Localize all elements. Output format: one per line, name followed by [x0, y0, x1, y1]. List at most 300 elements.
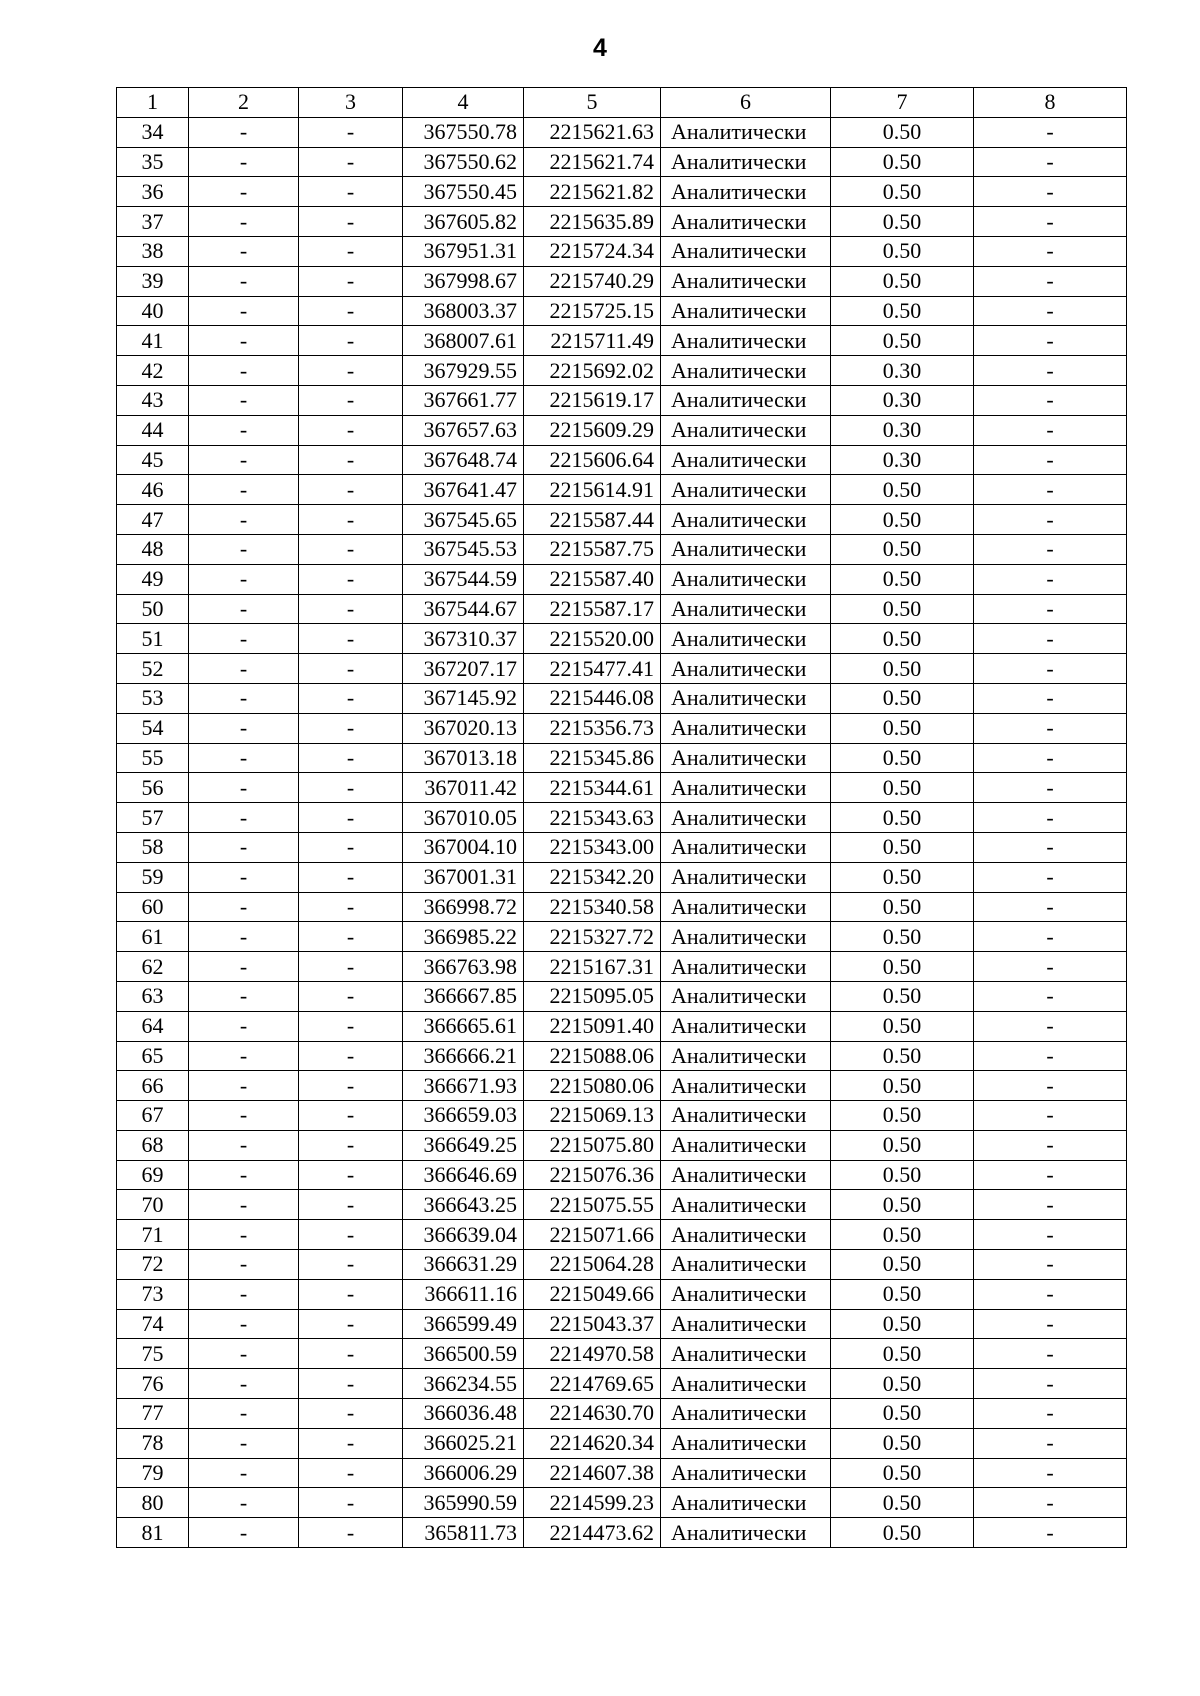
col-2-value: -: [189, 1518, 299, 1548]
col-2-value: -: [189, 832, 299, 862]
col-8-value: -: [974, 922, 1127, 952]
table-row: [117, 475, 1127, 505]
method: Аналитически: [661, 1488, 831, 1518]
table-row: [117, 892, 1127, 922]
point-number: 48: [117, 534, 189, 564]
col-2-value: -: [189, 624, 299, 654]
table-row: [117, 1160, 1127, 1190]
y-coordinate: 2215043.37: [524, 1309, 661, 1339]
point-number: 60: [117, 892, 189, 922]
col-8-value: -: [974, 177, 1127, 207]
col-8-value: -: [974, 803, 1127, 833]
y-coordinate: 2215088.06: [524, 1041, 661, 1071]
col-8-value: -: [974, 683, 1127, 713]
point-number: 37: [117, 207, 189, 237]
x-coordinate: 366006.29: [403, 1458, 524, 1488]
point-number: 62: [117, 952, 189, 982]
table-row: [117, 773, 1127, 803]
y-coordinate: 2215327.72: [524, 922, 661, 952]
accuracy: 0.50: [831, 1250, 974, 1280]
col-3-value: -: [299, 385, 403, 415]
col-2-value: -: [189, 1190, 299, 1220]
col-2-value: -: [189, 773, 299, 803]
col-8-value: -: [974, 534, 1127, 564]
col-8-value: -: [974, 1011, 1127, 1041]
col-3-value: -: [299, 326, 403, 356]
x-coordinate: 367020.13: [403, 713, 524, 743]
x-coordinate: 367641.47: [403, 475, 524, 505]
point-number: 81: [117, 1518, 189, 1548]
col-2-value: -: [189, 1130, 299, 1160]
point-number: 69: [117, 1160, 189, 1190]
y-coordinate: 2215344.61: [524, 773, 661, 803]
y-coordinate: 2215740.29: [524, 266, 661, 296]
point-number: 57: [117, 803, 189, 833]
col-3-value: -: [299, 147, 403, 177]
accuracy: 0.50: [831, 922, 974, 952]
col-3-value: -: [299, 1428, 403, 1458]
y-coordinate: 2215167.31: [524, 952, 661, 982]
table-row: [117, 1518, 1127, 1548]
point-number: 70: [117, 1190, 189, 1220]
col-2-value: -: [189, 862, 299, 892]
x-coordinate: 367550.62: [403, 147, 524, 177]
x-coordinate: 367310.37: [403, 624, 524, 654]
table-row: [117, 147, 1127, 177]
point-number: 80: [117, 1488, 189, 1518]
col-8-value: -: [974, 385, 1127, 415]
col-3-value: -: [299, 415, 403, 445]
point-number: 36: [117, 177, 189, 207]
y-coordinate: 2215692.02: [524, 356, 661, 386]
point-number: 38: [117, 236, 189, 266]
y-coordinate: 2214970.58: [524, 1339, 661, 1369]
accuracy: 0.50: [831, 654, 974, 684]
y-coordinate: 2215356.73: [524, 713, 661, 743]
method: Аналитически: [661, 981, 831, 1011]
col-8-value: -: [974, 1399, 1127, 1429]
point-number: 35: [117, 147, 189, 177]
col-3-value: -: [299, 505, 403, 535]
point-number: 67: [117, 1101, 189, 1131]
method: Аналитически: [661, 326, 831, 356]
col-3-value: -: [299, 1458, 403, 1488]
method: Аналитически: [661, 1071, 831, 1101]
x-coordinate: 365990.59: [403, 1488, 524, 1518]
col-3-value: -: [299, 236, 403, 266]
col-2-value: -: [189, 1458, 299, 1488]
accuracy: 0.50: [831, 147, 974, 177]
accuracy: 0.50: [831, 952, 974, 982]
col-2-value: -: [189, 1220, 299, 1250]
x-coordinate: 367013.18: [403, 743, 524, 773]
method: Аналитически: [661, 177, 831, 207]
point-number: 50: [117, 594, 189, 624]
method: Аналитически: [661, 832, 831, 862]
col-8-value: -: [974, 832, 1127, 862]
accuracy: 0.50: [831, 534, 974, 564]
col-2-value: -: [189, 654, 299, 684]
method: Аналитически: [661, 862, 831, 892]
col-3-value: -: [299, 445, 403, 475]
x-coordinate: 367929.55: [403, 356, 524, 386]
y-coordinate: 2215587.17: [524, 594, 661, 624]
x-coordinate: 367011.42: [403, 773, 524, 803]
accuracy: 0.50: [831, 177, 974, 207]
y-coordinate: 2215621.82: [524, 177, 661, 207]
method: Аналитически: [661, 207, 831, 237]
col-2-value: -: [189, 713, 299, 743]
point-number: 59: [117, 862, 189, 892]
accuracy: 0.50: [831, 1160, 974, 1190]
col-2-value: -: [189, 1309, 299, 1339]
accuracy: 0.50: [831, 1130, 974, 1160]
accuracy: 0.50: [831, 1220, 974, 1250]
method: Аналитически: [661, 683, 831, 713]
col-8-value: -: [974, 1190, 1127, 1220]
table-row: [117, 1041, 1127, 1071]
col-2-value: -: [189, 564, 299, 594]
y-coordinate: 2214630.70: [524, 1399, 661, 1429]
col-3-value: -: [299, 1071, 403, 1101]
point-number: 63: [117, 981, 189, 1011]
accuracy: 0.50: [831, 892, 974, 922]
y-coordinate: 2215075.55: [524, 1190, 661, 1220]
x-coordinate: 366599.49: [403, 1309, 524, 1339]
y-coordinate: 2215340.58: [524, 892, 661, 922]
x-coordinate: 366646.69: [403, 1160, 524, 1190]
col-3-value: -: [299, 773, 403, 803]
x-coordinate: 366639.04: [403, 1220, 524, 1250]
col-8-value: -: [974, 862, 1127, 892]
col-3-value: -: [299, 1488, 403, 1518]
x-coordinate: 367648.74: [403, 445, 524, 475]
x-coordinate: 367207.17: [403, 654, 524, 684]
y-coordinate: 2215069.13: [524, 1101, 661, 1131]
table-row: [117, 356, 1127, 386]
col-8-value: -: [974, 147, 1127, 177]
method: Аналитически: [661, 564, 831, 594]
point-number: 39: [117, 266, 189, 296]
col-3-value: -: [299, 832, 403, 862]
col-8-value: -: [974, 1339, 1127, 1369]
point-number: 42: [117, 356, 189, 386]
col-8-value: -: [974, 952, 1127, 982]
x-coordinate: 366643.25: [403, 1190, 524, 1220]
col-8-value: -: [974, 266, 1127, 296]
col-3-value: -: [299, 1190, 403, 1220]
col-2-value: -: [189, 1101, 299, 1131]
col-2-value: -: [189, 356, 299, 386]
col-3-value: -: [299, 1399, 403, 1429]
col-8-value: -: [974, 296, 1127, 326]
col-2-value: -: [189, 177, 299, 207]
point-number: 72: [117, 1250, 189, 1280]
y-coordinate: 2215606.64: [524, 445, 661, 475]
accuracy: 0.30: [831, 385, 974, 415]
col-3-value: -: [299, 981, 403, 1011]
accuracy: 0.30: [831, 445, 974, 475]
method: Аналитически: [661, 1101, 831, 1131]
y-coordinate: 2215071.66: [524, 1220, 661, 1250]
col-2-value: -: [189, 1071, 299, 1101]
column-header: 2: [189, 88, 299, 118]
point-number: 66: [117, 1071, 189, 1101]
point-number: 56: [117, 773, 189, 803]
accuracy: 0.50: [831, 1458, 974, 1488]
method: Аналитически: [661, 296, 831, 326]
col-3-value: -: [299, 1160, 403, 1190]
x-coordinate: 366985.22: [403, 922, 524, 952]
accuracy: 0.50: [831, 117, 974, 147]
table-row: [117, 534, 1127, 564]
point-number: 74: [117, 1309, 189, 1339]
accuracy: 0.50: [831, 832, 974, 862]
x-coordinate: 366666.21: [403, 1041, 524, 1071]
y-coordinate: 2215076.36: [524, 1160, 661, 1190]
x-coordinate: 367550.45: [403, 177, 524, 207]
accuracy: 0.50: [831, 326, 974, 356]
col-2-value: -: [189, 892, 299, 922]
col-8-value: -: [974, 1250, 1127, 1280]
col-2-value: -: [189, 803, 299, 833]
col-3-value: -: [299, 534, 403, 564]
method: Аналитически: [661, 1518, 831, 1548]
table-row: [117, 683, 1127, 713]
y-coordinate: 2215064.28: [524, 1250, 661, 1280]
method: Аналитически: [661, 505, 831, 535]
col-3-value: -: [299, 624, 403, 654]
method: Аналитически: [661, 236, 831, 266]
col-8-value: -: [974, 1518, 1127, 1548]
column-header: 4: [403, 88, 524, 118]
y-coordinate: 2215635.89: [524, 207, 661, 237]
y-coordinate: 2215711.49: [524, 326, 661, 356]
accuracy: 0.50: [831, 1279, 974, 1309]
x-coordinate: 367004.10: [403, 832, 524, 862]
col-3-value: -: [299, 266, 403, 296]
y-coordinate: 2215095.05: [524, 981, 661, 1011]
table-row: [117, 564, 1127, 594]
col-2-value: -: [189, 266, 299, 296]
table-row: [117, 1101, 1127, 1131]
col-2-value: -: [189, 981, 299, 1011]
col-8-value: -: [974, 505, 1127, 535]
table-body: [117, 117, 1127, 1547]
table-row: [117, 981, 1127, 1011]
method: Аналитически: [661, 1011, 831, 1041]
y-coordinate: 2215619.17: [524, 385, 661, 415]
col-8-value: -: [974, 743, 1127, 773]
x-coordinate: 366631.29: [403, 1250, 524, 1280]
col-3-value: -: [299, 356, 403, 386]
col-3-value: -: [299, 922, 403, 952]
col-2-value: -: [189, 236, 299, 266]
col-8-value: -: [974, 1488, 1127, 1518]
x-coordinate: 367544.59: [403, 564, 524, 594]
column-header: 1: [117, 88, 189, 118]
point-number: 77: [117, 1399, 189, 1429]
x-coordinate: 367145.92: [403, 683, 524, 713]
accuracy: 0.50: [831, 683, 974, 713]
table-row: [117, 207, 1127, 237]
y-coordinate: 2215343.63: [524, 803, 661, 833]
point-number: 78: [117, 1428, 189, 1458]
accuracy: 0.50: [831, 1369, 974, 1399]
method: Аналитически: [661, 1309, 831, 1339]
accuracy: 0.50: [831, 624, 974, 654]
col-8-value: -: [974, 594, 1127, 624]
col-8-value: -: [974, 1279, 1127, 1309]
method: Аналитически: [661, 594, 831, 624]
col-2-value: -: [189, 1041, 299, 1071]
table-row: [117, 1250, 1127, 1280]
point-number: 75: [117, 1339, 189, 1369]
x-coordinate: 367550.78: [403, 117, 524, 147]
x-coordinate: 367545.65: [403, 505, 524, 535]
accuracy: 0.50: [831, 296, 974, 326]
col-2-value: -: [189, 1428, 299, 1458]
x-coordinate: 368007.61: [403, 326, 524, 356]
accuracy: 0.50: [831, 713, 974, 743]
col-8-value: -: [974, 1369, 1127, 1399]
accuracy: 0.50: [831, 594, 974, 624]
table-row: [117, 1130, 1127, 1160]
accuracy: 0.50: [831, 1488, 974, 1518]
col-3-value: -: [299, 1369, 403, 1399]
col-3-value: -: [299, 683, 403, 713]
col-3-value: -: [299, 803, 403, 833]
table-row: [117, 1071, 1127, 1101]
x-coordinate: 366659.03: [403, 1101, 524, 1131]
x-coordinate: 366036.48: [403, 1399, 524, 1429]
method: Аналитически: [661, 1279, 831, 1309]
y-coordinate: 2215446.08: [524, 683, 661, 713]
point-number: 58: [117, 832, 189, 862]
x-coordinate: 367544.67: [403, 594, 524, 624]
col-3-value: -: [299, 1011, 403, 1041]
method: Аналитически: [661, 654, 831, 684]
method: Аналитически: [661, 356, 831, 386]
y-coordinate: 2215091.40: [524, 1011, 661, 1041]
accuracy: 0.50: [831, 266, 974, 296]
accuracy: 0.50: [831, 773, 974, 803]
point-number: 54: [117, 713, 189, 743]
table-row: [117, 1369, 1127, 1399]
accuracy: 0.50: [831, 475, 974, 505]
y-coordinate: 2214599.23: [524, 1488, 661, 1518]
method: Аналитически: [661, 1160, 831, 1190]
accuracy: 0.50: [831, 1399, 974, 1429]
table-row: [117, 505, 1127, 535]
col-2-value: -: [189, 445, 299, 475]
method: Аналитически: [661, 1369, 831, 1399]
table-row: [117, 654, 1127, 684]
accuracy: 0.50: [831, 1190, 974, 1220]
method: Аналитически: [661, 1339, 831, 1369]
point-number: 52: [117, 654, 189, 684]
method: Аналитически: [661, 266, 831, 296]
column-header: 5: [524, 88, 661, 118]
col-8-value: -: [974, 207, 1127, 237]
col-8-value: -: [974, 117, 1127, 147]
table-header-row: [117, 88, 1127, 118]
x-coordinate: 366998.72: [403, 892, 524, 922]
x-coordinate: 368003.37: [403, 296, 524, 326]
col-3-value: -: [299, 1309, 403, 1339]
col-2-value: -: [189, 1160, 299, 1190]
x-coordinate: 366649.25: [403, 1130, 524, 1160]
x-coordinate: 366611.16: [403, 1279, 524, 1309]
method: Аналитически: [661, 147, 831, 177]
method: Аналитически: [661, 743, 831, 773]
col-3-value: -: [299, 475, 403, 505]
accuracy: 0.50: [831, 564, 974, 594]
col-2-value: -: [189, 1488, 299, 1518]
table-row: [117, 1190, 1127, 1220]
x-coordinate: 367951.31: [403, 236, 524, 266]
col-3-value: -: [299, 1041, 403, 1071]
col-8-value: -: [974, 1101, 1127, 1131]
point-number: 79: [117, 1458, 189, 1488]
point-number: 43: [117, 385, 189, 415]
point-number: 76: [117, 1369, 189, 1399]
y-coordinate: 2214473.62: [524, 1518, 661, 1548]
method: Аналитически: [661, 713, 831, 743]
col-8-value: -: [974, 356, 1127, 386]
col-2-value: -: [189, 147, 299, 177]
x-coordinate: 367001.31: [403, 862, 524, 892]
table-row: [117, 862, 1127, 892]
method: Аналитически: [661, 385, 831, 415]
accuracy: 0.50: [831, 1041, 974, 1071]
accuracy: 0.50: [831, 505, 974, 535]
x-coordinate: 367998.67: [403, 266, 524, 296]
point-number: 53: [117, 683, 189, 713]
table-row: [117, 415, 1127, 445]
y-coordinate: 2215343.00: [524, 832, 661, 862]
table-row: [117, 832, 1127, 862]
table-row: [117, 594, 1127, 624]
method: Аналитически: [661, 415, 831, 445]
col-8-value: -: [974, 564, 1127, 594]
x-coordinate: 367605.82: [403, 207, 524, 237]
x-coordinate: 366234.55: [403, 1369, 524, 1399]
y-coordinate: 2215725.15: [524, 296, 661, 326]
y-coordinate: 2215080.06: [524, 1071, 661, 1101]
col-3-value: -: [299, 207, 403, 237]
method: Аналитически: [661, 1041, 831, 1071]
point-number: 61: [117, 922, 189, 952]
accuracy: 0.30: [831, 356, 974, 386]
table-row: [117, 1011, 1127, 1041]
col-2-value: -: [189, 505, 299, 535]
method: Аналитически: [661, 1399, 831, 1429]
method: Аналитически: [661, 1130, 831, 1160]
method: Аналитически: [661, 1220, 831, 1250]
method: Аналитически: [661, 117, 831, 147]
accuracy: 0.50: [831, 1518, 974, 1548]
method: Аналитически: [661, 445, 831, 475]
col-2-value: -: [189, 117, 299, 147]
method: Аналитически: [661, 892, 831, 922]
table-row: [117, 1488, 1127, 1518]
col-8-value: -: [974, 1160, 1127, 1190]
table-row: [117, 177, 1127, 207]
col-3-value: -: [299, 296, 403, 326]
col-2-value: -: [189, 385, 299, 415]
table-row: [117, 266, 1127, 296]
